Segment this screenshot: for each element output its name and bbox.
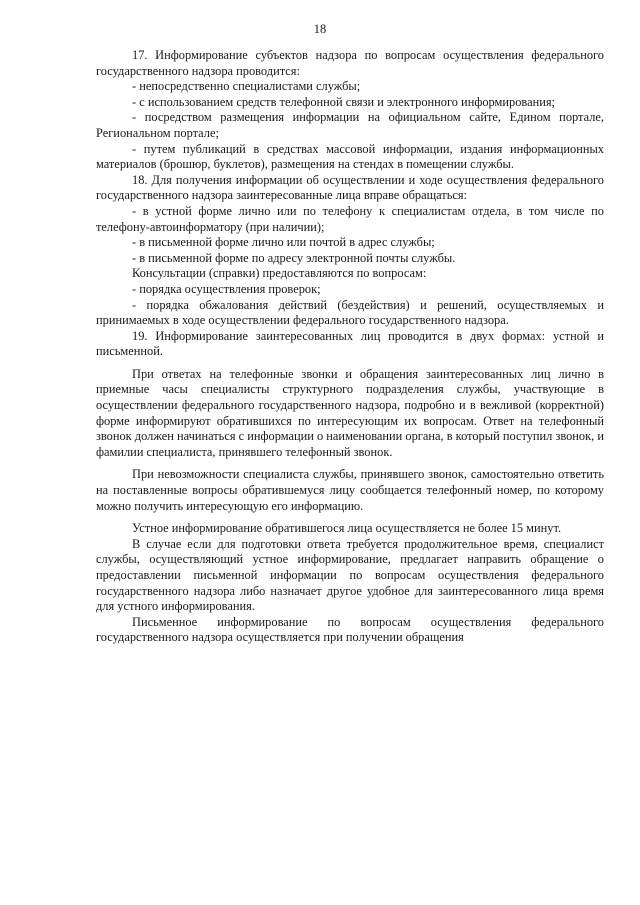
long-preparation-paragraph: В случае если для подготовки ответа требуется продолжительное время, специалист службы, осуществляющий устное информирование, предлагает направить обращение о предоставлении письменной информации по вопросам осуществления федерального государственного надзора либо назначает другое удобное для заинтересованного лица время для устного информирования. (96, 536, 604, 614)
list-item: - путем публикаций в средствах массовой информации, издания информационных материалов (брошюр, буклетов), размещения на стендах в помещении службы. (96, 141, 604, 172)
list-item: - в письменной форме по адресу электронной почты службы. (132, 250, 456, 265)
document-body (96, 48, 604, 646)
list-item: - в устной форме лично или по телефону к специалистам отдела, в том числе по телефону-автоинформатору (при наличии); (96, 203, 604, 234)
unable-to-answer-paragraph: При невозможности специалиста службы, принявшего звонок, самостоятельно ответить на поставленные вопросы обратившемуся лицу сообщается телефонный номер, по которому можно получить интересующую его информацию. (96, 467, 604, 513)
paragraph-19: 19. Информирование заинтересованных лиц проводится в двух формах: устной и письменной. (96, 328, 604, 359)
written-informing-paragraph: Письменное информирование по вопросам осуществления федерального государственного надзора осуществляется при получении обращения (96, 614, 604, 645)
paragraph-18-intro: 18. Для получения информации об осуществлении и ходе осуществления федерального государственного надзора заинтересованные лица вправе обращаться: (96, 172, 604, 203)
list-item: - порядка обжалования действий (бездействия) и решений, осуществляемых и принимаемых в ходе осуществлении федерального государственного надзора. (96, 297, 604, 328)
phone-answers-paragraph: При ответах на телефонные звонки и обращения заинтересованных лиц лично в приемные часы специалисты структурного подразделения службы, участвующие в осуществлении федерального государственного надзора, подробно и в вежливой (корректной) форме информируют обратившихся по интересующим их вопросам. Ответ на телефонный звонок должен начинаться с информации о наименовании органа, в который поступил звонок, и фамилии специалиста, принявшего телефонный звонок. (96, 366, 604, 459)
list-item: - в письменной форме лично или почтой в адрес службы; (132, 235, 435, 250)
list-item: - посредством размещения информации на официальном сайте, Едином портале, Региональном портале; (96, 110, 604, 140)
paragraph-17-intro: 17. Информирование субъектов надзора по вопросам осуществления федерального государственного надзора проводится: (96, 48, 604, 78)
oral-duration-paragraph: Устное информирование обратившегося лица осуществляется не более 15 минут. (132, 521, 562, 536)
list-item: - непосредственно специалистами службы; (132, 79, 361, 94)
list-item: - порядка осуществления проверок; (132, 281, 321, 296)
consultations-paragraph: Консультации (справки) предоставляются по вопросам: (132, 266, 427, 281)
list-item: - с использованием средств телефонной связи и электронного информирования; (132, 94, 556, 109)
page-number: 18 (313, 22, 327, 36)
